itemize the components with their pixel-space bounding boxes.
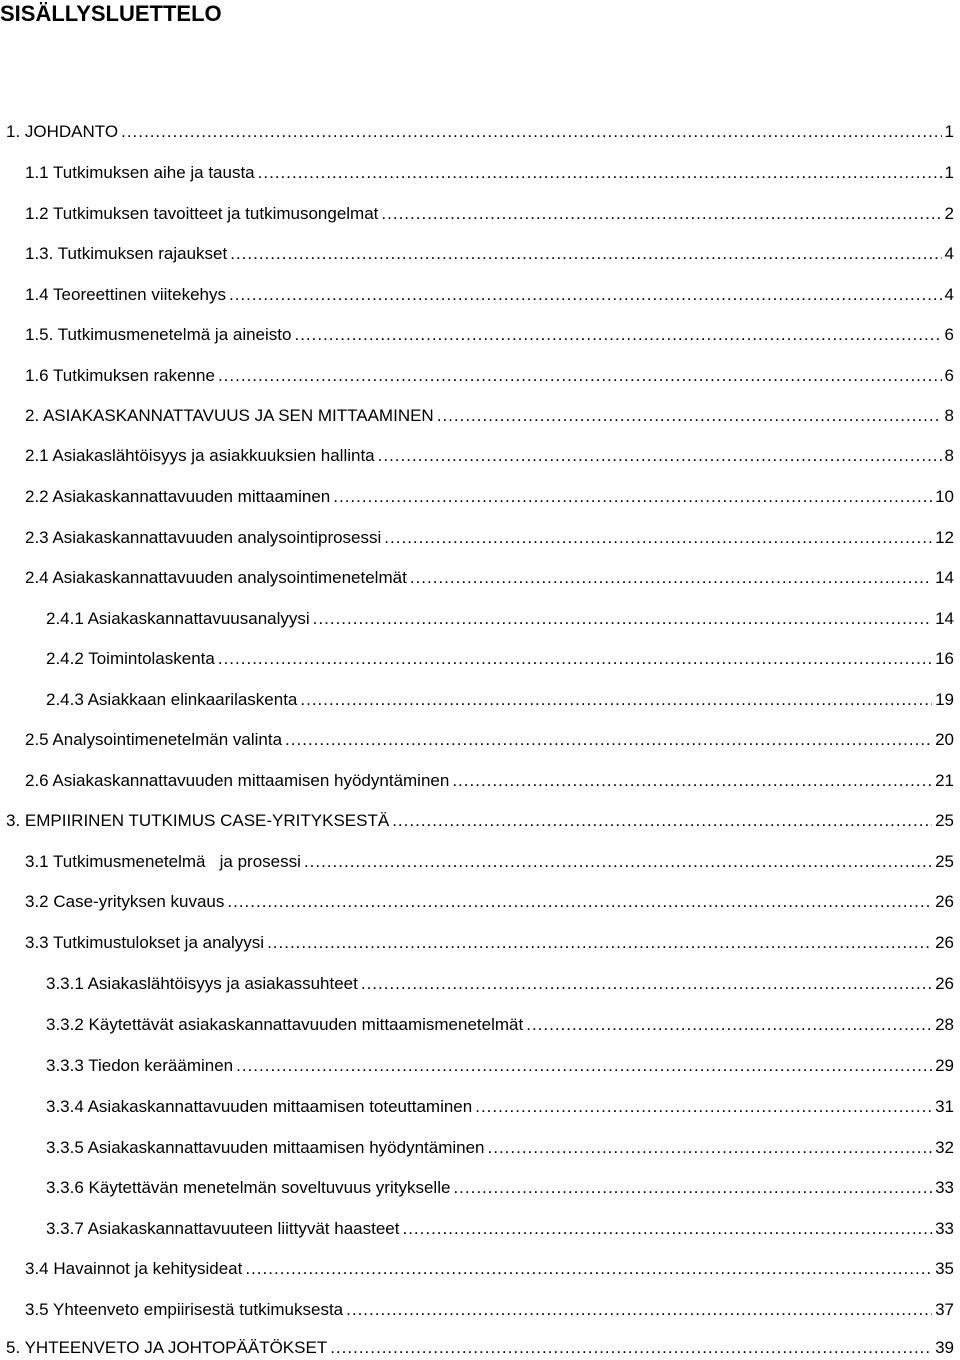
toc-leader-dots	[452, 769, 932, 793]
toc-entry-label: 2.4.1 Asiakaskannattavuusanalyysi	[46, 609, 310, 628]
toc-leader-dots	[313, 607, 932, 631]
toc-entry-page: 31	[935, 1097, 954, 1116]
toc-leader-dots	[218, 647, 932, 671]
toc-entry-page: 33	[935, 1178, 954, 1197]
toc-leader-dots	[304, 850, 932, 874]
toc-entry-label: 3.2 Case-yrityksen kuvaus	[25, 892, 225, 911]
toc-leader-dots	[258, 161, 942, 185]
toc-entry-label: 2.1 Asiakaslähtöisyys ja asiakkuuksien hallinta	[25, 446, 375, 465]
toc-entry[interactable]	[6, 809, 954, 833]
toc-entry[interactable]	[25, 850, 954, 874]
toc-entry-page: 25	[935, 852, 954, 871]
toc-entry[interactable]	[46, 1217, 954, 1241]
toc-leader-dots	[333, 485, 932, 509]
toc-entry[interactable]	[46, 1054, 954, 1078]
toc-entry-page: 10	[935, 487, 954, 506]
toc-entry-label: 3.3.3 Tiedon kerääminen	[46, 1056, 234, 1075]
toc-leader-dots	[361, 972, 932, 996]
toc-entry[interactable]	[46, 1095, 954, 1119]
toc-entry-label: 1. JOHDANTO	[6, 122, 119, 141]
toc-entry-page: 1	[944, 122, 954, 141]
toc-entry[interactable]	[6, 120, 954, 144]
toc-entry-label: 3. EMPIIRINEN TUTKIMUS CASE-YRITYKSESTÄ	[6, 811, 390, 830]
toc-entry[interactable]	[46, 1013, 954, 1037]
toc-entry-label: 3.4 Havainnot ja kehitysideat	[25, 1259, 243, 1278]
toc-leader-dots	[378, 444, 942, 468]
toc-entry-page: 12	[935, 528, 954, 547]
toc-leader-dots	[453, 1176, 932, 1200]
toc-entry-page: 14	[935, 568, 954, 587]
toc-entry[interactable]	[25, 242, 954, 266]
toc-leader-dots	[475, 1095, 932, 1119]
toc-entry-label: 3.3.2 Käytettävät asiakaskannattavuuden mittaamismenetelmät	[46, 1015, 524, 1034]
toc-entry-page: 25	[935, 811, 954, 830]
toc-entry[interactable]	[25, 444, 954, 468]
toc-entry[interactable]	[25, 728, 954, 752]
toc-entry-label: 1.3. Tutkimuksen rajaukset	[25, 244, 228, 263]
toc-entry-label: 2. ASIAKASKANNATTAVUUS JA SEN MITTAAMINEN	[25, 406, 434, 425]
toc-leader-dots	[229, 283, 942, 307]
toc-entry-label: 3.1 Tutkimusmenetelmä ja prosessi	[25, 852, 301, 871]
toc-entry-label: 1.5. Tutkimusmenetelmä ja aineisto	[25, 325, 292, 344]
toc-entry-page: 8	[944, 406, 954, 425]
toc-entry-page: 29	[935, 1056, 954, 1075]
toc-entry-page: 2	[944, 204, 954, 223]
toc-entry-page: 26	[935, 974, 954, 993]
toc-entry-label: 2.4.2 Toimintolaskenta	[46, 649, 215, 668]
toc-entry[interactable]	[25, 566, 954, 590]
toc-entry-page: 4	[944, 285, 954, 304]
toc-leader-dots	[218, 364, 942, 388]
toc-entry[interactable]	[25, 283, 954, 307]
toc-entry[interactable]	[25, 931, 954, 955]
toc-leader-dots	[121, 120, 941, 144]
toc-entry[interactable]	[46, 688, 954, 712]
toc-entry-label: 1.2 Tutkimuksen tavoitteet ja tutkimusongelmat	[25, 204, 379, 223]
toc-entry[interactable]	[46, 647, 954, 671]
toc-entry-page: 21	[935, 771, 954, 790]
toc-leader-dots	[392, 809, 932, 833]
toc-entry[interactable]	[25, 202, 954, 226]
toc-entry[interactable]	[46, 972, 954, 996]
toc-entry-page: 20	[935, 730, 954, 749]
toc-entry[interactable]	[25, 526, 954, 550]
toc-entry-label: 2.4.3 Asiakkaan elinkaarilaskenta	[46, 690, 298, 709]
toc-entry-label: 1.4 Teoreettinen viitekehys	[25, 285, 226, 304]
toc-entry-label: 3.3.7 Asiakaskannattavuuteen liittyvät haasteet	[46, 1219, 400, 1238]
toc-entry-page: 4	[944, 244, 954, 263]
toc-leader-dots	[236, 1054, 932, 1078]
toc-leader-dots	[227, 890, 932, 914]
toc-entry-label: 3.3.1 Asiakaslähtöisyys ja asiakassuhteet	[46, 974, 358, 993]
toc-entry[interactable]	[25, 404, 954, 428]
toc-entry-page: 1	[944, 163, 954, 182]
toc-entry-page: 6	[944, 325, 954, 344]
toc-entry-label: 2.6 Asiakaskannattavuuden mittaamisen hyödyntäminen	[25, 771, 450, 790]
toc-entry-label: 3.3 Tutkimustulokset ja analyysi	[25, 933, 265, 952]
toc-entry-label: 5. YHTEENVETO JA JOHTOPÄÄTÖKSET	[6, 1338, 328, 1357]
toc-entry[interactable]	[25, 364, 954, 388]
toc-entry[interactable]	[25, 890, 954, 914]
toc-entry-page: 14	[935, 609, 954, 628]
toc-entry-page: 26	[935, 933, 954, 952]
toc-entry[interactable]	[46, 607, 954, 631]
toc-entry-page: 37	[935, 1300, 954, 1319]
toc-leader-dots	[346, 1298, 932, 1322]
toc-entry[interactable]	[25, 323, 954, 347]
toc-entry-label: 2.2 Asiakaskannattavuuden mittaaminen	[25, 487, 331, 506]
toc-entry[interactable]	[25, 485, 954, 509]
toc-leader-dots	[245, 1257, 932, 1281]
toc-entry-label: 2.4 Asiakaskannattavuuden analysointimenetelmät	[25, 568, 407, 587]
page-title: SISÄLLYSLUETTELO	[0, 1, 222, 26]
toc-entry[interactable]	[6, 1336, 954, 1360]
toc-entry[interactable]	[46, 1136, 954, 1160]
toc-entry[interactable]	[25, 161, 954, 185]
toc-entry-page: 33	[935, 1219, 954, 1238]
toc-entry[interactable]	[46, 1176, 954, 1200]
toc-leader-dots	[410, 566, 932, 590]
toc-entry-label: 1.1 Tutkimuksen aihe ja tausta	[25, 163, 255, 182]
toc-entry[interactable]	[25, 1257, 954, 1281]
toc-entry-label: 3.5 Yhteenveto empiirisestä tutkimuksesta	[25, 1300, 344, 1319]
toc-entry-page: 28	[935, 1015, 954, 1034]
toc-entry-page: 35	[935, 1259, 954, 1278]
toc-entry-page: 26	[935, 892, 954, 911]
toc-leader-dots	[437, 404, 942, 428]
toc-entry-label: 3.3.5 Asiakaskannattavuuden mittaamisen hyödyntäminen	[46, 1138, 485, 1157]
toc-leader-dots	[402, 1217, 932, 1241]
toc-entry-page: 19	[935, 690, 954, 709]
toc-leader-dots	[526, 1013, 932, 1037]
toc-leader-dots	[294, 323, 941, 347]
toc-entry-page: 16	[935, 649, 954, 668]
toc-entry-label: 3.3.6 Käytettävän menetelmän soveltuvuus yritykselle	[46, 1178, 451, 1197]
toc-entry-page: 39	[935, 1338, 954, 1357]
toc-entry[interactable]	[25, 1298, 954, 1322]
toc-entry-label: 2.3 Asiakaskannattavuuden analysointiprosessi	[25, 528, 382, 547]
toc-leader-dots	[384, 526, 932, 550]
toc-entry[interactable]	[25, 769, 954, 793]
toc-entry-page: 32	[935, 1138, 954, 1157]
toc-leader-dots	[267, 931, 932, 955]
toc-entry-page: 8	[944, 446, 954, 465]
toc-leader-dots	[330, 1336, 932, 1360]
toc-entry-label: 3.3.4 Asiakaskannattavuuden mittaamisen toteuttaminen	[46, 1097, 473, 1116]
toc-leader-dots	[300, 688, 932, 712]
toc-leader-dots	[230, 242, 941, 266]
toc-leader-dots	[488, 1136, 933, 1160]
toc-leader-dots	[381, 202, 941, 226]
toc-entry-page: 6	[944, 366, 954, 385]
toc-entry-label: 2.5 Analysointimenetelmän valinta	[25, 730, 283, 749]
toc-leader-dots	[285, 728, 932, 752]
toc-entry-label: 1.6 Tutkimuksen rakenne	[25, 366, 215, 385]
